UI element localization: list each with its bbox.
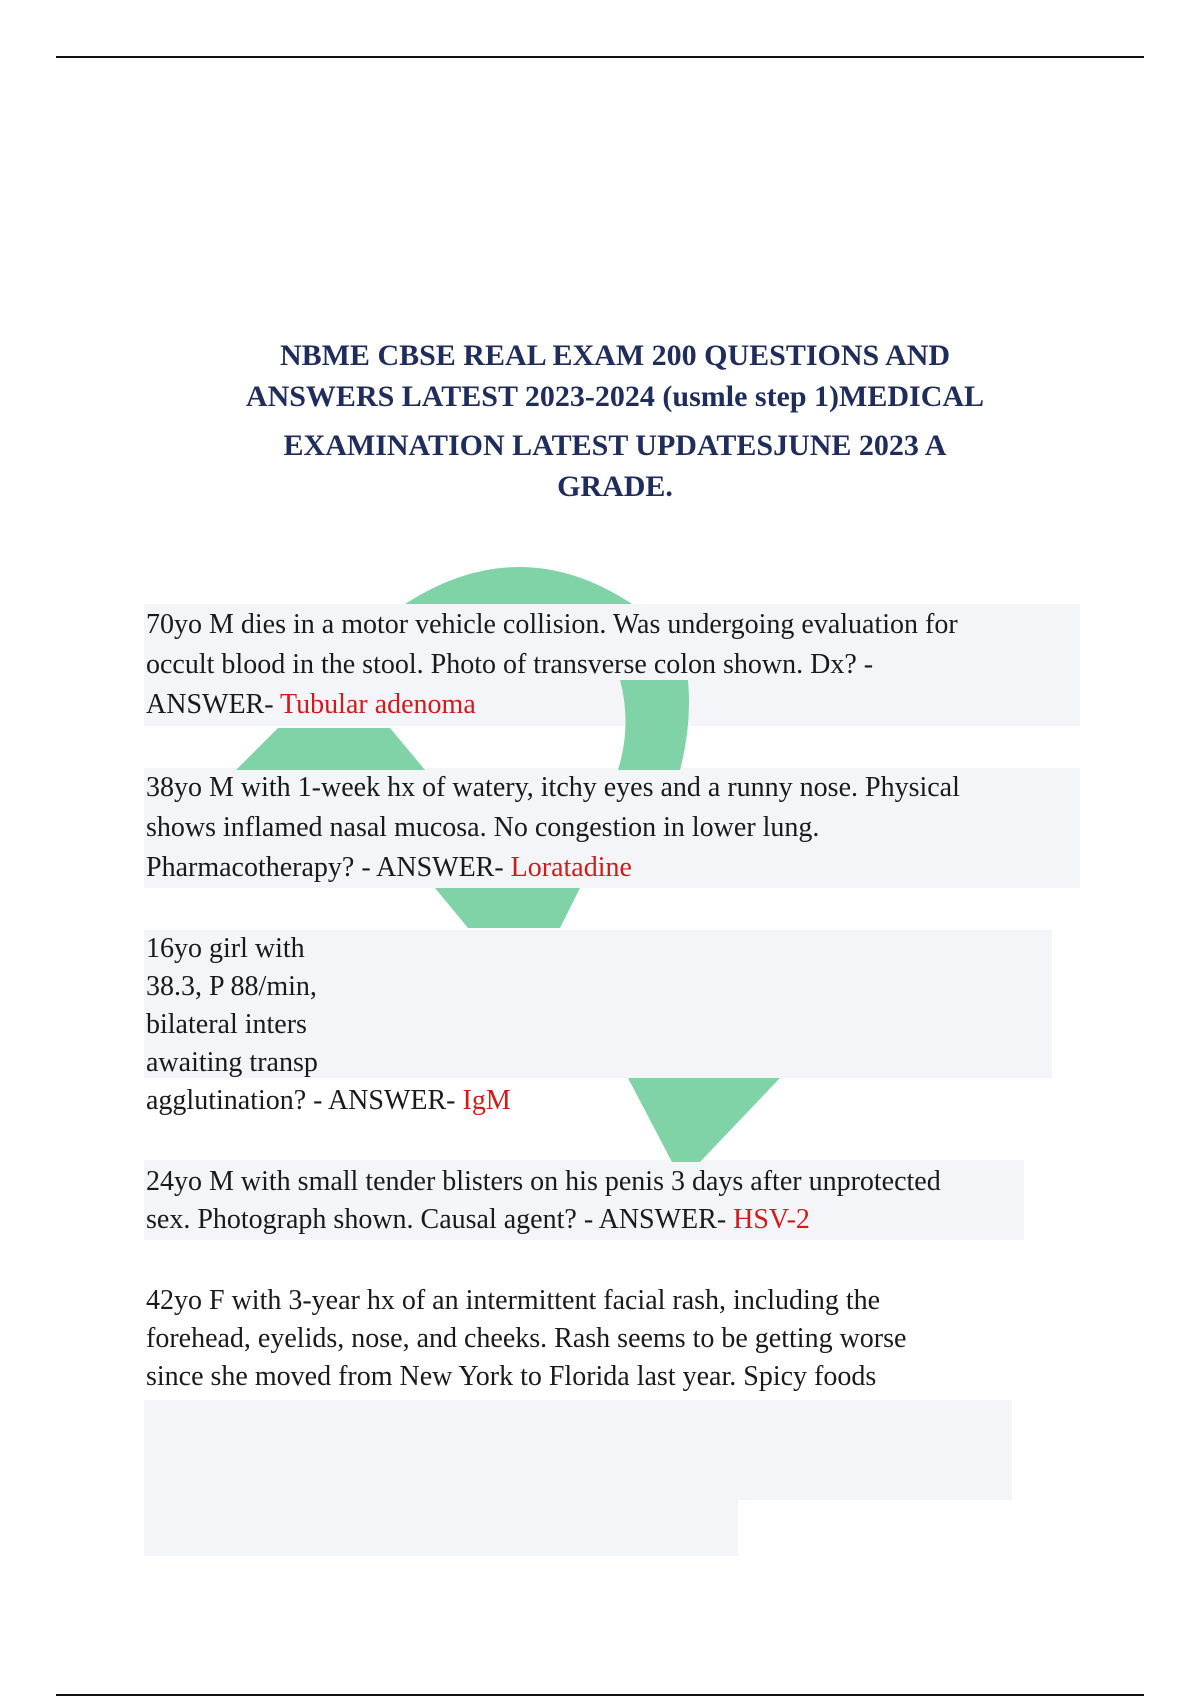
question-block-5	[146, 1282, 906, 1396]
answer-prefix: sex. Photograph shown. Causal agent? - ANSWER-	[146, 1204, 734, 1235]
question-block-2	[146, 768, 960, 888]
answer-text: Tubular adenoma	[280, 689, 476, 720]
bottom-rule	[56, 1694, 1144, 1696]
title-line-3: EXAMINATION LATEST UPDATESJUNE 2023 A	[283, 429, 947, 462]
answer-prefix: ANSWER-	[146, 689, 281, 720]
question-text-line: forehead, eyelids, nose, and cheeks. Rash seems to be getting worse	[146, 1323, 907, 1354]
question-text-line: 38.3, P 88/min,	[146, 971, 317, 1002]
answer-text: HSV-2	[733, 1204, 810, 1235]
question-text-line: 42yo F with 3-year hx of an intermittent facial rash, including the	[146, 1285, 881, 1316]
title-line-1: NBME CBSE REAL EXAM 200 QUESTIONS AND	[279, 339, 951, 372]
question-text-line: awaiting transp	[146, 1047, 318, 1078]
title-line-4: GRADE.	[557, 470, 673, 503]
question-text-line: 38yo M with 1-week hx of watery, itchy eyes and a runny nose. Physical	[146, 772, 960, 803]
answer-text: IgM	[462, 1085, 511, 1116]
question-text-line: occult blood in the stool. Photo of transverse colon shown. Dx? -	[146, 649, 874, 680]
question-block-4	[146, 1163, 941, 1239]
question-text-line: 16yo girl with	[146, 933, 305, 964]
answer-prefix: agglutination? - ANSWER-	[146, 1085, 463, 1116]
answer-prefix: Pharmacotherapy? - ANSWER-	[146, 852, 511, 883]
title-line-2: ANSWERS LATEST 2023-2024 (usmle step 1)MEDICAL	[245, 380, 985, 413]
question-text-line: shows inflamed nasal mucosa. No congestion in lower lung.	[146, 812, 820, 843]
answer-text: Loratadine	[510, 852, 632, 883]
question-text-line: 24yo M with small tender blisters on his penis 3 days after unprotected	[146, 1166, 941, 1197]
question-block-3	[146, 930, 511, 1120]
question-text-line: 70yo M dies in a motor vehicle collision. Was undergoing evaluation for	[146, 609, 958, 640]
question-block-1	[146, 605, 958, 725]
question-text-line: bilateral inters	[146, 1009, 307, 1040]
question-text-line: since she moved from New York to Florida last year. Spicy foods	[146, 1361, 877, 1392]
